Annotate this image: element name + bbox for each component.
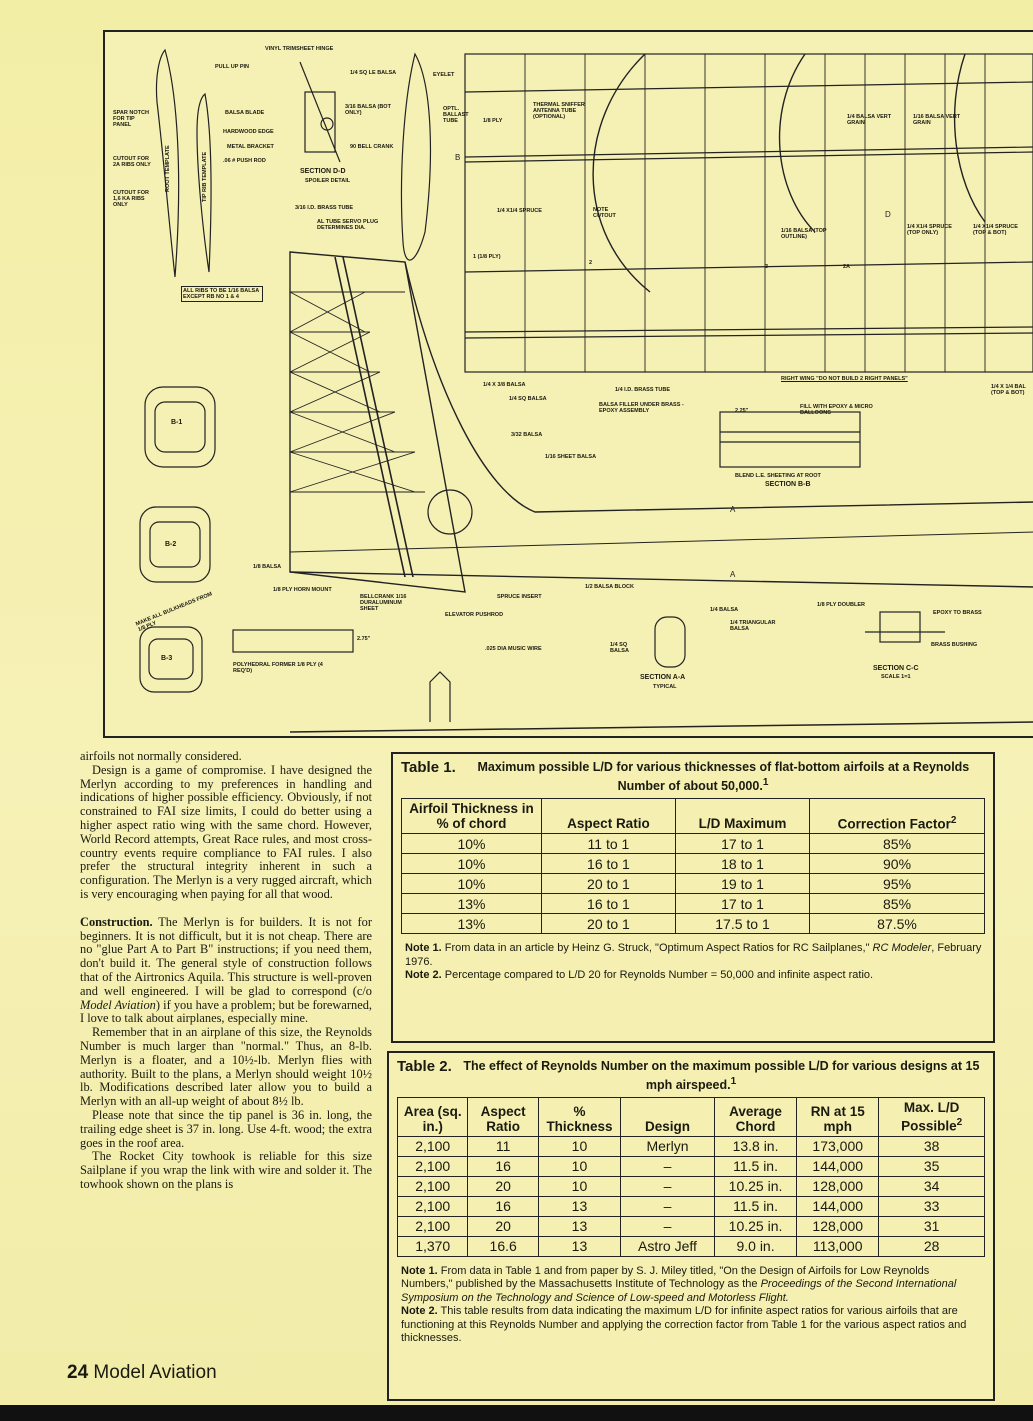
label-balsa-blade: BALSA BLADE	[225, 110, 265, 116]
label-bellcrank: BELLCRANK 1/16 DURALUMINUM SHEET	[360, 594, 407, 612]
svg-text:B: B	[455, 153, 461, 162]
paragraph-1: airfoils not normally considered.	[80, 749, 242, 763]
table-row	[402, 874, 985, 894]
table-row	[402, 854, 985, 874]
label-balsa-block: 1/2 BALSA BLOCK	[585, 584, 634, 590]
paragraph-construction	[80, 916, 372, 1026]
table-cell: 128,000	[797, 1176, 879, 1196]
plan-drawing	[103, 30, 1033, 738]
music-wire	[430, 672, 450, 722]
table-1-note-2	[405, 969, 983, 983]
table-cell: 31	[879, 1216, 985, 1236]
table-cell: 10%	[402, 834, 542, 854]
table-2	[387, 1051, 995, 1401]
label-fill-epoxy: FILL WITH EPOXY & MICRO BALLOONS	[800, 404, 873, 416]
table-cell: 85%	[810, 834, 985, 854]
paragraph-2: Design is a game of compromise. I have designed the Merlyn according to my preferences in handling and indications of higher possible efficiency. Obviously, if not constrained to FAI size limits, I could do better using a higher aspect ratio wing with the same chord. However, World Record attempts, Great Race rules, and most cross-country events require compliance to FAI rules. I also prefer the structural integrity inherent in such a configuration. The Merlyn is a very rugged aircraft, which is very encouraging when paying for all that wood.	[80, 762, 372, 901]
table-cell: 13	[538, 1196, 620, 1216]
t2-note2-text: This table results from data indicating the maximum L/D for infinite aspect ratios for various airfoils that are functioning at this Reynolds Number and applying the correction factor from Table 1 for the various aspect ratios and thicknesses.	[401, 1305, 967, 1345]
label-tip-template: TIP RIB TEMPLATE	[202, 151, 208, 202]
label-spoiler-detail: SPOILER DETAIL	[305, 178, 351, 184]
table-cell: 2,100	[398, 1156, 468, 1176]
label-balsa-filler: BALSA FILLER UNDER BRASS - EPOXY ASSEMBLY	[599, 402, 684, 414]
table-cell: 11.5 in.	[714, 1156, 796, 1176]
table-row	[398, 1136, 985, 1156]
label-section-dd: SECTION D-D	[300, 168, 346, 175]
label-balsa-vert-grain-2: 1/16 BALSA VERT GRAIN	[913, 114, 961, 126]
label-pull-up-pin: PULL UP PIN	[215, 64, 250, 70]
t2-header-rn: RN at 15 mph	[797, 1098, 879, 1137]
label-ply-horn: 1/8 PLY HORN MOUNT	[273, 587, 332, 593]
label-spruce-insert: SPRUCE INSERT	[497, 594, 542, 600]
label-spruce-top: 1/4 X1/4 SPRUCE (TOP ONLY)	[907, 224, 952, 236]
label-make-bulkheads: MAKE ALL BULKHEADS FROM 1/8 PLY	[135, 591, 214, 634]
table-cell: 17.5 to 1	[675, 914, 809, 934]
label-sheet-balsa: 1/16 SHEET BALSA	[545, 454, 597, 460]
table-cell: 144,000	[797, 1196, 879, 1216]
table-cell: 10%	[402, 854, 542, 874]
label-balsa-side: 1/4 X 3/8 BALSA	[483, 382, 526, 388]
label-ply-doubler: 1/8 PLY DOUBLER	[817, 602, 865, 608]
label-all-ribs: ALL RIBS TO BE 1/16 BALSA EXCEPT RB NO 1 & 4	[181, 286, 263, 302]
table-cell: 17 to 1	[675, 894, 809, 914]
t1-note1-magazine: RC Modeler	[872, 942, 932, 955]
table-cell: 128,000	[797, 1216, 879, 1236]
table-cell: 87.5%	[810, 914, 985, 934]
label-cutout-2a: CUTOUT FOR 2A RIBS ONLY	[113, 156, 151, 168]
svg-text:A: A	[730, 570, 736, 579]
page-footer	[67, 1362, 217, 1384]
table-1-number: Table 1.	[401, 759, 456, 776]
table-2-number: Table 2.	[397, 1058, 452, 1075]
table-cell: 11 to 1	[541, 834, 675, 854]
paragraph-6: The Rocket City towhook is reliable for this size Sailplane if you wrap the link with wire and solder it. The towhook shown on the plans is	[80, 1149, 372, 1191]
label-bell-crank: 90 BELL CRANK	[350, 144, 394, 150]
table-cell: 17 to 1	[675, 834, 809, 854]
t1-header-correction-text: Correction Factor	[837, 816, 951, 832]
t1-note1-text: From data in an article by Heinz G. Struck, "Optimum Aspect Ratios for RC Sailplanes,"	[441, 942, 873, 955]
table-cell: 20	[468, 1176, 538, 1196]
t2-header-design: Design	[621, 1098, 715, 1137]
t1-header-aspect: Aspect Ratio	[541, 799, 675, 834]
table-cell: 34	[879, 1176, 985, 1196]
label-vinyl-trimsheet: VINYL TRIMSHEET HINGE	[265, 46, 334, 52]
t2-note1-proceedings: Proceedings of the Second International Symposium on the Technology and Science of Low-speed and Motorless Flight.	[401, 1278, 957, 1304]
table-cell: 113,000	[797, 1236, 879, 1256]
table-cell: Astro Jeff	[621, 1236, 715, 1256]
table-cell: 95%	[810, 874, 985, 894]
table-1-caption-sup: 1	[762, 777, 769, 788]
label-section-bb: SECTION B-B	[765, 481, 811, 488]
table-cell: 10.25 in.	[714, 1216, 796, 1236]
table-cell: 13%	[402, 914, 542, 934]
t2-header-area: Area (sq. in.)	[398, 1098, 468, 1137]
table-2-caption	[389, 1053, 993, 1097]
table-cell: 85%	[810, 894, 985, 914]
table-1-caption	[393, 754, 993, 798]
table-2-caption-text: The effect of Reynolds Number on the maximum possible L/D for various designs at 15 mph airspeed.	[463, 1059, 980, 1093]
t2-header-maxld-text: Max. L/D Possible	[901, 1100, 960, 1134]
label-dim-275: 2.75"	[357, 636, 371, 642]
label-rib-2: 2	[589, 260, 593, 266]
label-blend-le: BLEND L.E. SHEETING AT ROOT	[735, 473, 821, 479]
table-cell: –	[621, 1176, 715, 1196]
label-polyhedral-former: POLYHEDRAL FORMER 1/8 PLY (4 REQ'D)	[233, 662, 323, 674]
table-2-note-2	[401, 1305, 983, 1346]
wingtip-section	[402, 54, 431, 260]
polyhedral-former	[233, 630, 353, 652]
t2-header-aspect: Aspect Ratio	[468, 1098, 538, 1137]
table-row	[402, 914, 985, 934]
table-cell: 19 to 1	[675, 874, 809, 894]
table-cell: 38	[879, 1136, 985, 1156]
spoiler-box	[305, 92, 335, 152]
label-section-aa: SECTION A-A	[640, 674, 686, 681]
table-cell: 16	[468, 1156, 538, 1176]
t2-note1-text: From data in Table 1 and from paper by S. J. Miley titled, "On the Design of Airfoils for Low Reynolds Numbers," published by the Massachusetts Institute of Technology as the	[401, 1264, 930, 1291]
table-2-notes	[389, 1257, 993, 1350]
table-cell: 10	[538, 1176, 620, 1196]
label-balsa-vert-grain: 1/4 BALSA VERT GRAIN	[847, 114, 892, 126]
label-servo-plug: AL TUBE SERVO PLUG DETERMINES DIA.	[317, 219, 379, 231]
table-cell: 2,100	[398, 1196, 468, 1216]
table-row	[398, 1236, 985, 1256]
label-metal-bracket: METAL BRACKET	[227, 144, 274, 150]
section-bb	[720, 412, 860, 467]
table-row	[398, 1196, 985, 1216]
table-cell: 16 to 1	[541, 854, 675, 874]
table-cell: 16.6	[468, 1236, 538, 1256]
label-rib-3: 3	[765, 264, 769, 270]
label-rib-2a: 2A	[843, 264, 851, 270]
table-cell: 10	[538, 1156, 620, 1176]
plan-linework	[105, 32, 1033, 736]
t2-note1-label: Note 1.	[401, 1264, 438, 1277]
scan-bottom-edge	[0, 1405, 1033, 1421]
t2-header-maxld	[879, 1098, 985, 1137]
table-cell: 13	[538, 1216, 620, 1236]
table-cell: –	[621, 1196, 715, 1216]
t1-header-ld: L/D Maximum	[675, 799, 809, 834]
t1-header-correction-sup: 2	[950, 814, 957, 826]
svg-text:A: A	[730, 505, 736, 514]
article-column	[80, 750, 372, 1192]
t1-note1-tail: , February 1976.	[405, 942, 982, 968]
table-1-notes	[393, 934, 993, 987]
table-cell: 144,000	[797, 1156, 879, 1176]
table-cell: 1,370	[398, 1236, 468, 1256]
label-elevator-pushrod: ELEVATOR PUSHROD	[445, 612, 504, 618]
table-cell: 20 to 1	[541, 874, 675, 894]
table-cell: 33	[879, 1196, 985, 1216]
table-cell: 10	[538, 1136, 620, 1156]
table-row	[398, 1176, 985, 1196]
label-spruce: 1/4 X1/4 SPRUCE	[497, 208, 542, 214]
table-cell: 9.0 in.	[714, 1236, 796, 1256]
construction-tail: ) if you have a problem; but be forewarned, I love to talk about airplanes, especially mine.	[80, 997, 372, 1026]
table-cell: 35	[879, 1156, 985, 1176]
t2-header-maxld-sup: 2	[956, 1117, 963, 1129]
label-thermal-sniffer: THERMAL SNIFFER ANTENNA TUBE (OPTIONAL)	[533, 102, 585, 120]
table-cell: 11	[468, 1136, 538, 1156]
table-1-caption-text: Maximum possible L/D for various thicknesses of flat-bottom airfoils at a Reynolds Number of about 50,000.	[477, 760, 970, 794]
table-row	[398, 1156, 985, 1176]
table-cell: –	[621, 1216, 715, 1236]
label-ply-small: 1 (1/8 PLY)	[473, 254, 501, 260]
t1-note2-label: Note 2.	[405, 969, 442, 982]
construction-heading: Construction.	[80, 914, 153, 929]
construction-text: The Merlyn is for builders. It is not for beginners. It is not difficult, but it is not cheap. There are no "glue Part A to Part B" instructions; if you need them, don't build it. The general style of construction follows that of the Airtronics Aquila. This structure is well-proven and well engineered. I will be glad to correspond (c/o	[80, 914, 372, 998]
t1-note1-label: Note 1.	[405, 942, 442, 955]
paragraph-4: Remember that in an airplane of this size, the Reynolds Number is much larger than "normal." Thus, an 8-lb. Merlyn is a floater, and a 10½-lb. Merlyn flies with authority. Built to the plans, a Merlyn should weight 10½ lb. Modifications described later allow you to build a Merlyn with an all-up weight of about 8½ lb.	[80, 1025, 372, 1109]
label-id-brass: 1/4 I.D. BRASS TUBE	[615, 387, 671, 393]
paragraph-5: Please note that since the tip panel is 36 in. long, the trailing edge sheet is 37 in. long. Use 4-ft. wood; the extra goes in the roof area.	[80, 1107, 372, 1150]
label-sq-balsa-small: 1/4 SQ BALSA	[610, 642, 629, 654]
t1-header-thickness: Airfoil Thickness in % of chord	[402, 799, 542, 834]
label-push-rod: .06 # PUSH ROD	[223, 158, 266, 164]
section-cc	[880, 612, 920, 642]
label-scale: SCALE 1=1	[881, 674, 911, 680]
table-cell: 16	[468, 1196, 538, 1216]
label-dim-225: 2.25"	[735, 408, 749, 414]
table-cell: 18 to 1	[675, 854, 809, 874]
table-cell: 20	[468, 1216, 538, 1236]
table-cell: 2,100	[398, 1136, 468, 1156]
table-1-note-1	[405, 942, 983, 969]
table-cell: 28	[879, 1236, 985, 1256]
label-triangular: 1/4 TRIANGULAR BALSA	[730, 620, 776, 632]
label-music-wire: .025 DIA MUSIC WIRE	[485, 646, 542, 652]
label-former-b1: B-1	[171, 419, 183, 426]
label-balsa-top-bot: 1/4 X 1/4 BAL (TOP & BOT)	[991, 384, 1026, 396]
label-sq-balsa: 1/4 SQ BALSA	[509, 396, 547, 402]
t2-header-chord: Average Chord	[714, 1098, 796, 1137]
label-eyelet: EYELET	[433, 72, 455, 78]
label-balsa-quarter: 1/4 BALSA	[710, 607, 739, 613]
table-cell: 16 to 1	[541, 894, 675, 914]
label-root-template: ROOT TEMPLATE	[165, 145, 171, 192]
label-optl-ballast: OPTL. BALLAST TUBE	[443, 106, 469, 124]
label-section-cc: SECTION C-C	[873, 665, 919, 672]
t1-note2-text: Percentage compared to L/D 20 for Reynolds Number = 50,000 and infinite aspect ratio.	[441, 969, 874, 982]
table-cell: 2,100	[398, 1176, 468, 1196]
label-balsa-3-32: 3/32 BALSA	[511, 432, 543, 438]
label-cutout-leka: CUTOUT FOR 1,6 KA RIBS ONLY	[113, 190, 149, 208]
table-2-note-1	[401, 1265, 983, 1306]
table-cell: 10.25 in.	[714, 1176, 796, 1196]
construction-magazine: Model Aviation	[80, 997, 156, 1012]
label-sq-balsa-top: 1/4 SQ LE BALSA	[350, 70, 397, 76]
label-former-b3: B-3	[161, 655, 173, 662]
table-row	[402, 834, 985, 854]
t1-header-correction	[810, 799, 985, 834]
table-cell: 2,100	[398, 1216, 468, 1236]
table-cell: 20 to 1	[541, 914, 675, 934]
table-cell: 10%	[402, 874, 542, 894]
table-cell: 13	[538, 1236, 620, 1256]
label-brass-tube: 3/16 I.D. BRASS TUBE	[295, 205, 354, 211]
table-cell: 13.8 in.	[714, 1136, 796, 1156]
label-epoxy-brass: EPOXY TO BRASS	[933, 610, 982, 616]
section-aa	[655, 617, 685, 667]
table-cell: 90%	[810, 854, 985, 874]
table-cell: –	[621, 1156, 715, 1176]
table-cell: Merlyn	[621, 1136, 715, 1156]
label-balsa-bot: 3/16 BALSA (BOT ONLY)	[345, 104, 391, 116]
svg-text:D: D	[885, 210, 891, 219]
page-number: 24	[67, 1362, 89, 1383]
table-cell: 173,000	[797, 1136, 879, 1156]
table-cell: 13%	[402, 894, 542, 914]
table-row	[402, 894, 985, 914]
t2-note2-label: Note 2.	[401, 1305, 438, 1318]
label-note-cutout: NOTE CUTOUT	[593, 207, 616, 219]
table-1	[391, 752, 995, 1043]
label-typical: TYPICAL	[653, 684, 677, 690]
label-balsa-half: 1/8 BALSA	[253, 564, 282, 570]
t2-header-thickness: % Thickness	[538, 1098, 620, 1137]
label-balsa-top-outline: 1/16 BALSA (TOP OUTLINE)	[781, 228, 827, 240]
label-hardwood-edge: HARDWOOD EDGE	[223, 129, 274, 135]
label-spar-notch: SPAR NOTCH FOR TIP PANEL	[113, 110, 149, 128]
table-row	[398, 1216, 985, 1236]
label-ply: 1/8 PLY	[483, 118, 503, 124]
table-2-caption-sup: 1	[730, 1076, 737, 1087]
magazine-name: Model Aviation	[93, 1362, 217, 1383]
table-1-grid	[401, 798, 985, 934]
label-former-b2: B-2	[165, 541, 177, 548]
label-right-wing: RIGHT WING "DO NOT BUILD 2 RIGHT PANELS"	[781, 376, 908, 382]
label-brass-bushing: BRASS BUSHING	[931, 642, 978, 648]
label-spruce-top-bot: 1/4 X1/4 SPRUCE (TOP & BOT)	[973, 224, 1018, 236]
table-2-grid	[397, 1097, 985, 1257]
table-cell: 11.5 in.	[714, 1196, 796, 1216]
